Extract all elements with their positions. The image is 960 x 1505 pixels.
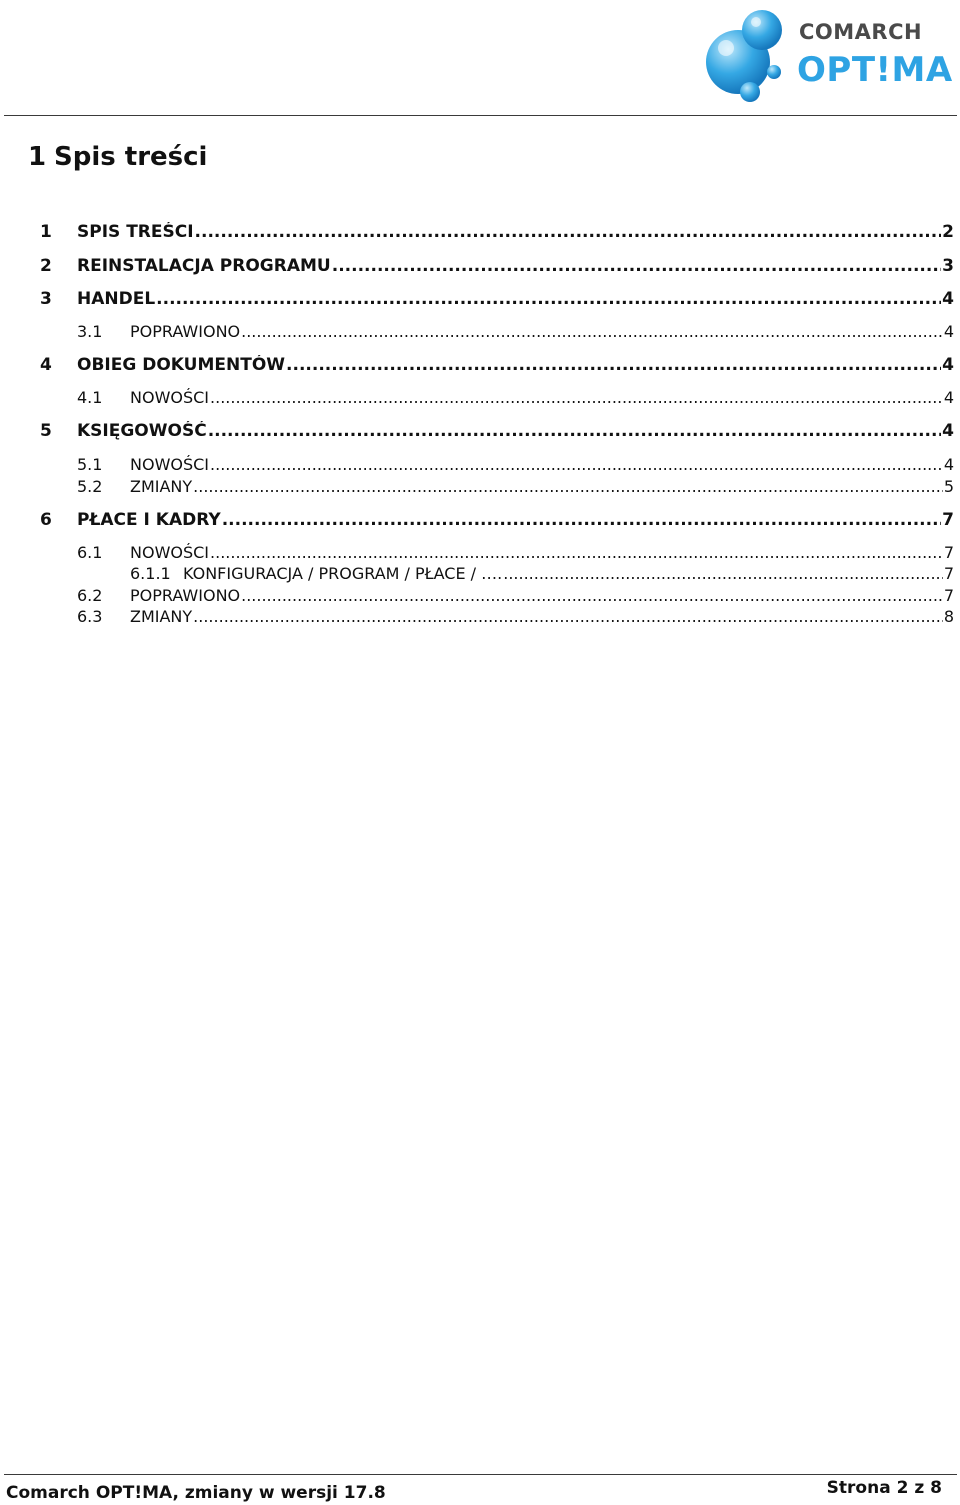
toc-entry[interactable] xyxy=(40,510,954,530)
toc-entry[interactable] xyxy=(40,388,954,407)
toc-entry[interactable] xyxy=(40,355,954,375)
toc-entry-page: 8 xyxy=(943,607,954,626)
toc-entry-page: 5 xyxy=(943,477,954,496)
toc-leader xyxy=(210,388,943,407)
toc-entry-title: ZMIANY xyxy=(130,477,193,496)
footer-document-title: Comarch OPT!MA, zmiany w wersji 17.8 xyxy=(6,1483,386,1503)
toc-entry-page: 4 xyxy=(943,455,954,474)
toc-heading-title: Spis treści xyxy=(54,142,208,172)
toc-leader xyxy=(210,543,943,562)
toc-entry-number: 6.1.1 xyxy=(130,564,171,583)
toc-entry-title: ZMIANY xyxy=(130,607,193,626)
toc-entry[interactable] xyxy=(40,289,954,309)
toc-leader xyxy=(195,222,942,242)
toc-entry[interactable] xyxy=(40,222,954,242)
toc-entry-number: 6.2 xyxy=(77,586,103,605)
toc-leader xyxy=(286,355,941,375)
toc-entry-title: NOWOŚCI xyxy=(130,388,210,407)
toc-leader xyxy=(503,564,943,583)
toc-leader xyxy=(241,586,943,605)
toc-leader xyxy=(193,607,943,626)
toc-entry-page: 7 xyxy=(943,586,954,605)
toc-entry-number: 4 xyxy=(40,355,52,375)
toc-entry-page: 7 xyxy=(942,510,954,530)
toc-entry-number: 3 xyxy=(40,289,52,309)
toc-entry-page: 7 xyxy=(943,564,954,583)
toc-entry-page: 2 xyxy=(942,222,954,242)
header-divider xyxy=(4,115,957,116)
toc-entry-page: 4 xyxy=(942,355,954,375)
toc-entry[interactable] xyxy=(40,322,954,341)
toc-entry-title: PŁACE I KADRY xyxy=(77,510,221,530)
toc-leader xyxy=(222,510,941,530)
toc-entry-number: 6.1 xyxy=(77,543,103,562)
toc-leader xyxy=(210,455,943,474)
toc-entry-number: 5.1 xyxy=(77,455,103,474)
toc-entry-page: 4 xyxy=(943,322,954,341)
toc-entry-title: KONFIGURACJA / PROGRAM / PŁACE / …. xyxy=(183,564,503,583)
toc-entry-number: 4.1 xyxy=(77,388,103,407)
toc-leader xyxy=(208,421,941,441)
toc-entry-title: NOWOŚCI xyxy=(130,543,210,562)
brand-comarch-text: COMARCH xyxy=(799,20,923,44)
toc-entry-page: 4 xyxy=(943,388,954,407)
brand-optima-text: OPT!MA xyxy=(797,50,953,90)
toc-entry-title: OBIEG DOKUMENTÓW xyxy=(77,355,286,375)
toc-entry-title: POPRAWIONO xyxy=(130,322,241,341)
toc-entry-title: KSIĘGOWOŚĆ xyxy=(77,421,207,441)
footer-divider xyxy=(4,1474,957,1475)
toc-entry-number: 6.3 xyxy=(77,607,103,626)
footer-page-number: Strona 2 z 8 xyxy=(826,1478,942,1498)
toc-entry-number: 3.1 xyxy=(77,322,103,341)
toc-entry[interactable] xyxy=(40,455,954,474)
toc-leader xyxy=(193,477,943,496)
toc-leader xyxy=(241,322,943,341)
toc-entry-title: REINSTALACJA PROGRAMU xyxy=(77,256,331,276)
toc-entry-page: 7 xyxy=(943,543,954,562)
toc-heading xyxy=(28,142,207,172)
toc-entry-number: 2 xyxy=(40,256,52,276)
toc-entry[interactable] xyxy=(40,477,954,496)
toc-entry[interactable] xyxy=(40,421,954,441)
toc-entry-title: SPIS TREŚCI xyxy=(77,222,194,242)
toc-entry[interactable] xyxy=(40,607,954,626)
toc-entry-title: HANDEL xyxy=(77,289,156,309)
toc-entry-title: NOWOŚCI xyxy=(130,455,210,474)
toc-entry[interactable] xyxy=(40,543,954,562)
toc-entry[interactable] xyxy=(40,586,954,605)
toc-entry[interactable] xyxy=(40,256,954,276)
toc-entry-number: 5.2 xyxy=(77,477,103,496)
bubbles-icon xyxy=(704,6,804,106)
toc-entry-title: POPRAWIONO xyxy=(130,586,241,605)
toc-entry-number: 1 xyxy=(40,222,52,242)
comarch-optima-logo xyxy=(704,6,953,106)
toc-entry-page: 3 xyxy=(942,256,954,276)
toc-entry-page: 4 xyxy=(942,421,954,441)
toc-leader xyxy=(156,289,941,309)
toc-leader xyxy=(332,256,941,276)
toc-entry-number: 5 xyxy=(40,421,52,441)
toc-heading-number: 1 xyxy=(28,142,47,172)
toc-entry-number: 6 xyxy=(40,510,52,530)
toc-entry[interactable] xyxy=(40,564,954,583)
toc-entry-page: 4 xyxy=(942,289,954,309)
